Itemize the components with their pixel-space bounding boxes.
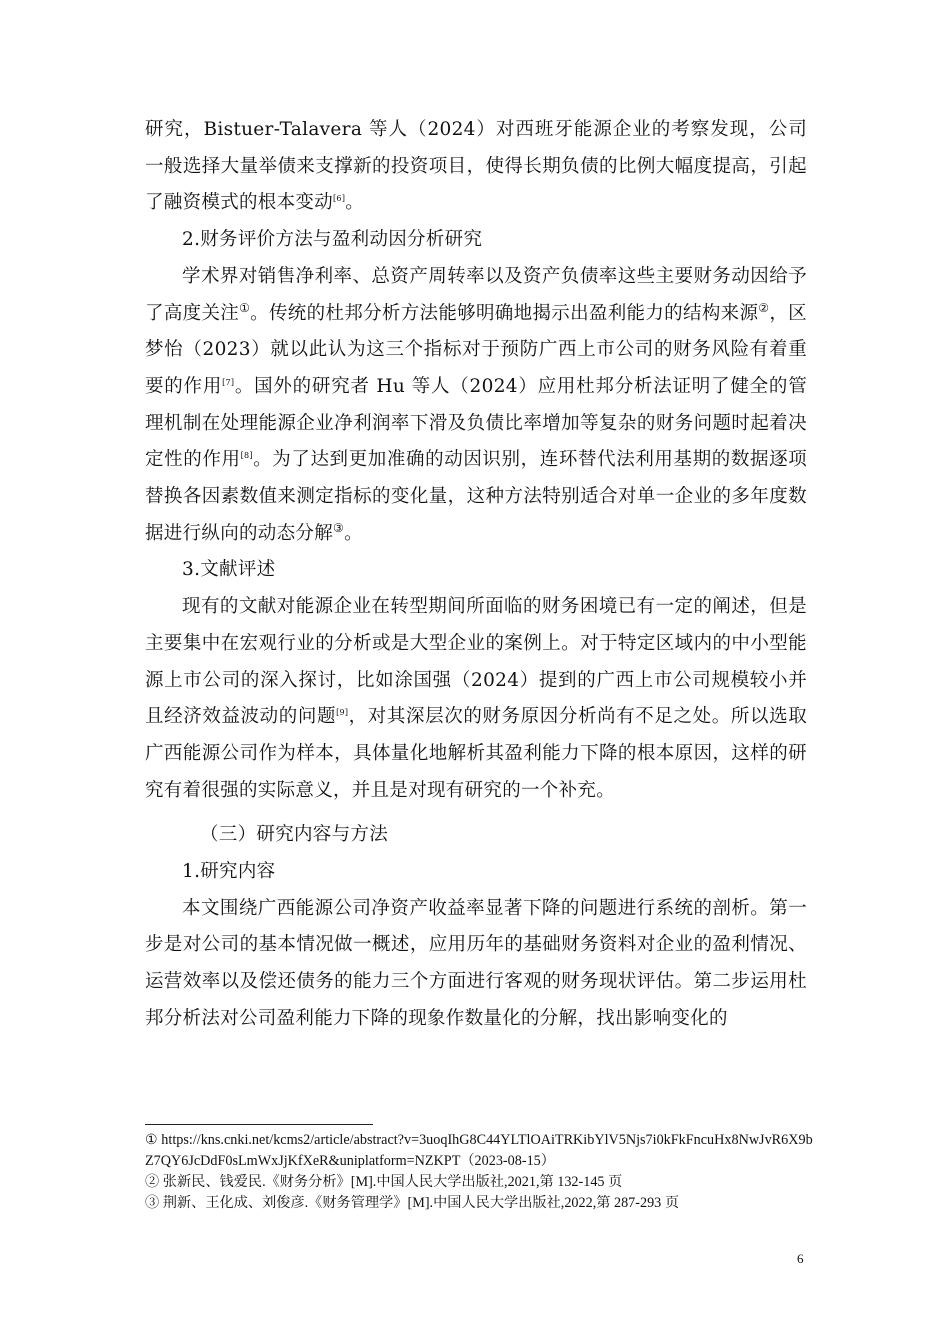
body-text [145, 112, 807, 1038]
citation: [8] [240, 451, 253, 461]
subheading: 3.文献评述 [182, 559, 276, 581]
page-number: 6 [797, 1251, 804, 1266]
paragraph: 学术界对销售净利率、总资产周转率以及资产负债率这些主要财务动因给予了高度关注①。传统的杜邦分析方法能够明确地揭示出盈利能力的结构来源②，区梦怡（2023）就以此认为这三个指标对于预防广西上市公司的财务风险有着重要的作用[7]。国外的研究者 Hu 等人（2024）应用杜邦分析法证明了健全的管理机制在处理能源企业净利润率下滑及负债比率增加等复杂的财务问题时起着决定性的作用[8]。为了达到更加准确的动因识别，连环替代法利用基期的数据逐项替换各因素数值来测定指标的变化量，这种方法特别适合对单一企业的多年度数据进行纵向的动态分解③。 [145, 265, 807, 544]
footnote: ① https://kns.cnki.net/kcms2/article/abstract?v=3uoqIhG8C44YLTlOAiTRKibYlV5Njs7i0kFkFncuHx8NwJvR6X9bZ7QY6JcDdF0sLmWxJjKfXeR&uniplatform=NZKPT（2023-08-15） [145, 1132, 813, 1169]
footnote-divider [145, 1124, 373, 1125]
footnote-marker: ② [758, 300, 770, 315]
citation: [6] [333, 194, 346, 204]
footnote-marker: ① [239, 300, 251, 315]
citation: [7] [222, 377, 235, 387]
footnote: ③ 荆新、王化成、刘俊彦.《财务管理学》[M].中国人民大学出版社,2022,第 287-293 页 [145, 1195, 680, 1211]
footnote: ② 张新民、钱爱民.《财务分析》[M].中国人民大学出版社,2021,第 132-145 页 [145, 1174, 623, 1190]
section-heading: （三）研究内容与方法 [200, 824, 389, 846]
paragraph: 现有的文献对能源企业在转型期间所面临的财务困境已有一定的阐述，但是主要集中在宏观行业的分析或是大型企业的案例上。对于特定区域内的中小型能源上市公司的深入探讨，比如涂国强（2024）提到的广西上市公司规模较小并且经济效益波动的问题[9]，对其深层次的财务原因分析尚有不足之处。所以选取广西能源公司作为样本，具体量化地解析其盈利能力下降的根本原因，这样的研究有着很强的实际意义，并且是对现有研究的一个补充。 [145, 596, 807, 801]
footnote-marker: ③ [333, 520, 345, 535]
subheading: 1.研究内容 [182, 861, 276, 883]
footnotes [145, 1130, 815, 1214]
paragraph: 本文围绕广西能源公司净资产收益率显著下降的问题进行系统的剖析。第一步是对公司的基本情况做一概述，应用历年的基础财务资料对企业的盈利情况、运营效率以及偿还债务的能力三个方面进行客观的财务现状评估。第二步运用杜邦分析法对公司盈利能力下降的现象作数量化的分解，找出影响变化的 [145, 897, 807, 1029]
citation: [9] [336, 708, 349, 718]
paragraph: 研究，Bistuer-Talavera 等人（2024）对西班牙能源企业的考察发现，公司一般选择大量举债来支撑新的投资项目，使得长期负债的比例大幅度提高，引起了融资模式的根本变动[6]。 [145, 119, 807, 214]
subheading: 2.财务评价方法与盈利动因分析研究 [182, 229, 483, 251]
